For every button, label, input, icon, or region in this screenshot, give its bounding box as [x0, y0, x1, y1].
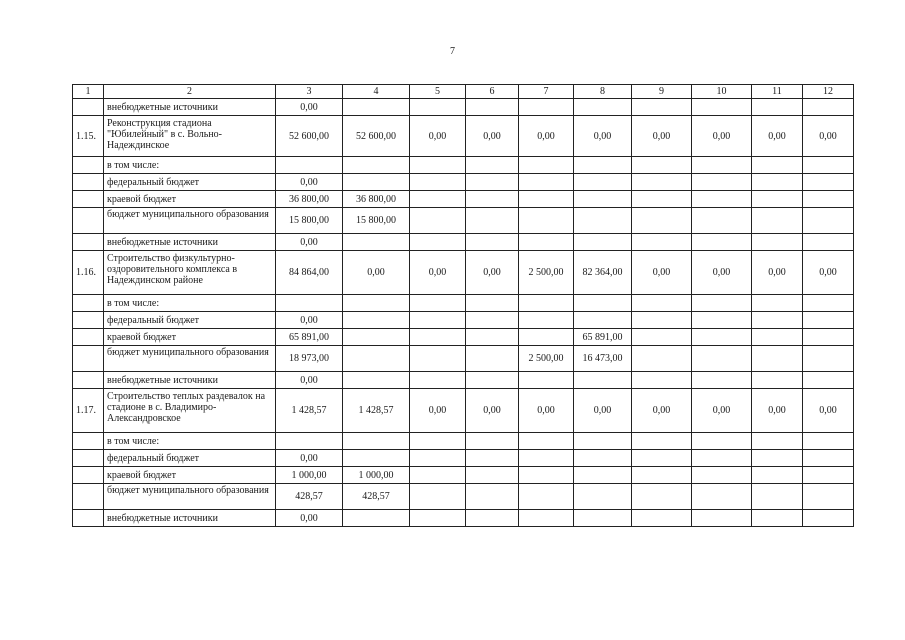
- item-name-cell: бюджет муниципального образования: [104, 484, 276, 510]
- table-row: [73, 346, 854, 372]
- value-cell-col-12: [803, 208, 854, 234]
- column-header-1: 1: [73, 85, 104, 99]
- value-cell-col-11: 0,00: [752, 389, 803, 433]
- item-name-cell: федеральный бюджет: [104, 312, 276, 329]
- value-cell-col-10: [692, 372, 752, 389]
- value-cell-col-6: [466, 312, 519, 329]
- value-cell-col-12: [803, 329, 854, 346]
- value-cell-col-3: 0,00: [276, 99, 343, 116]
- value-cell-col-9: [632, 174, 692, 191]
- value-cell-col-10: 0,00: [692, 251, 752, 295]
- value-cell-col-4: [343, 450, 410, 467]
- value-cell-col-10: [692, 484, 752, 510]
- value-cell-col-7: [519, 99, 574, 116]
- item-number-cell: 1.17.: [73, 389, 104, 433]
- value-cell-col-11: [752, 372, 803, 389]
- item-number-cell: 1.16.: [73, 251, 104, 295]
- value-cell-col-8: [574, 234, 632, 251]
- value-cell-col-7: [519, 208, 574, 234]
- value-cell-col-5: [410, 467, 466, 484]
- item-name-cell: федеральный бюджет: [104, 174, 276, 191]
- table-row: [73, 510, 854, 527]
- value-cell-col-4: [343, 372, 410, 389]
- item-number-cell: [73, 295, 104, 312]
- value-cell-col-10: 0,00: [692, 389, 752, 433]
- value-cell-col-10: [692, 208, 752, 234]
- value-cell-col-10: [692, 99, 752, 116]
- value-cell-col-12: [803, 467, 854, 484]
- table-body: [73, 85, 854, 527]
- item-number-cell: [73, 433, 104, 450]
- value-cell-col-12: [803, 450, 854, 467]
- value-cell-col-5: [410, 174, 466, 191]
- value-cell-col-12: 0,00: [803, 116, 854, 157]
- value-cell-col-7: [519, 329, 574, 346]
- value-cell-col-5: [410, 295, 466, 312]
- value-cell-col-7: [519, 433, 574, 450]
- value-cell-col-8: [574, 372, 632, 389]
- value-cell-col-11: [752, 295, 803, 312]
- table-row: [73, 157, 854, 174]
- value-cell-col-7: [519, 450, 574, 467]
- item-name-cell: Строительство теплых раздевалок на стадионе в с. Владимиро-Александровское: [104, 389, 276, 433]
- value-cell-col-9: [632, 295, 692, 312]
- column-header-4: 4: [343, 85, 410, 99]
- column-header-12: 12: [803, 85, 854, 99]
- value-cell-col-9: [632, 329, 692, 346]
- table-row: [73, 389, 854, 433]
- value-cell-col-6: [466, 208, 519, 234]
- value-cell-col-4: [343, 234, 410, 251]
- value-cell-col-5: [410, 346, 466, 372]
- value-cell-col-3: 52 600,00: [276, 116, 343, 157]
- value-cell-col-9: [632, 484, 692, 510]
- column-header-2: 2: [104, 85, 276, 99]
- value-cell-col-3: 0,00: [276, 372, 343, 389]
- item-number-cell: [73, 208, 104, 234]
- value-cell-col-5: [410, 372, 466, 389]
- value-cell-col-7: 0,00: [519, 389, 574, 433]
- item-name-cell: в том числе:: [104, 295, 276, 312]
- value-cell-col-5: [410, 191, 466, 208]
- value-cell-col-12: [803, 346, 854, 372]
- value-cell-col-4: 36 800,00: [343, 191, 410, 208]
- value-cell-col-11: [752, 234, 803, 251]
- value-cell-col-8: 16 473,00: [574, 346, 632, 372]
- value-cell-col-11: [752, 433, 803, 450]
- value-cell-col-10: [692, 191, 752, 208]
- value-cell-col-4: [343, 174, 410, 191]
- item-number-cell: [73, 312, 104, 329]
- item-number-cell: [73, 510, 104, 527]
- value-cell-col-6: [466, 467, 519, 484]
- value-cell-col-6: [466, 484, 519, 510]
- value-cell-col-6: [466, 450, 519, 467]
- value-cell-col-11: 0,00: [752, 116, 803, 157]
- value-cell-col-11: [752, 312, 803, 329]
- value-cell-col-7: [519, 467, 574, 484]
- value-cell-col-6: [466, 346, 519, 372]
- item-name-cell: бюджет муниципального образования: [104, 346, 276, 372]
- value-cell-col-11: [752, 157, 803, 174]
- value-cell-col-9: [632, 208, 692, 234]
- item-name-cell: Строительство физкультурно-оздоровительного комплекса в Надеждинском районе: [104, 251, 276, 295]
- value-cell-col-12: [803, 174, 854, 191]
- value-cell-col-10: [692, 234, 752, 251]
- value-cell-col-4: [343, 329, 410, 346]
- page-number: 7: [450, 46, 455, 57]
- value-cell-col-10: [692, 157, 752, 174]
- item-name-cell: Реконструкция стадиона "Юбилейный" в с. Вольно-Надеждинское: [104, 116, 276, 157]
- item-number-cell: [73, 191, 104, 208]
- value-cell-col-12: [803, 372, 854, 389]
- value-cell-col-4: 1 000,00: [343, 467, 410, 484]
- value-cell-col-4: 52 600,00: [343, 116, 410, 157]
- table-row: [73, 191, 854, 208]
- item-number-cell: [73, 99, 104, 116]
- item-name-cell: внебюджетные источники: [104, 99, 276, 116]
- value-cell-col-8: [574, 484, 632, 510]
- item-number-cell: [73, 484, 104, 510]
- value-cell-col-10: [692, 174, 752, 191]
- value-cell-col-6: [466, 329, 519, 346]
- value-cell-col-12: [803, 234, 854, 251]
- item-number-cell: [73, 157, 104, 174]
- table-row: [73, 208, 854, 234]
- item-number-cell: [73, 234, 104, 251]
- value-cell-col-6: 0,00: [466, 251, 519, 295]
- value-cell-col-4: 15 800,00: [343, 208, 410, 234]
- value-cell-col-11: [752, 346, 803, 372]
- value-cell-col-7: [519, 295, 574, 312]
- item-name-cell: федеральный бюджет: [104, 450, 276, 467]
- value-cell-col-9: [632, 346, 692, 372]
- value-cell-col-5: [410, 484, 466, 510]
- value-cell-col-9: 0,00: [632, 251, 692, 295]
- value-cell-col-5: [410, 433, 466, 450]
- column-header-3: 3: [276, 85, 343, 99]
- value-cell-col-11: [752, 99, 803, 116]
- value-cell-col-9: [632, 191, 692, 208]
- value-cell-col-3: 1 428,57: [276, 389, 343, 433]
- value-cell-col-8: [574, 157, 632, 174]
- value-cell-col-7: [519, 157, 574, 174]
- table-row: [73, 433, 854, 450]
- value-cell-col-3: 18 973,00: [276, 346, 343, 372]
- item-name-cell: внебюджетные источники: [104, 372, 276, 389]
- table-row: [73, 484, 854, 510]
- value-cell-col-4: [343, 312, 410, 329]
- item-number-cell: [73, 372, 104, 389]
- value-cell-col-11: [752, 329, 803, 346]
- value-cell-col-5: [410, 234, 466, 251]
- value-cell-col-3: [276, 295, 343, 312]
- value-cell-col-5: [410, 157, 466, 174]
- item-name-cell: внебюджетные источники: [104, 510, 276, 527]
- value-cell-col-11: [752, 467, 803, 484]
- value-cell-col-4: [343, 510, 410, 527]
- value-cell-col-12: [803, 157, 854, 174]
- value-cell-col-8: [574, 208, 632, 234]
- item-number-cell: [73, 450, 104, 467]
- value-cell-col-4: [343, 99, 410, 116]
- value-cell-col-8: [574, 174, 632, 191]
- value-cell-col-8: [574, 99, 632, 116]
- table-row: [73, 116, 854, 157]
- value-cell-col-12: [803, 312, 854, 329]
- value-cell-col-6: [466, 99, 519, 116]
- value-cell-col-3: 0,00: [276, 450, 343, 467]
- value-cell-col-5: [410, 510, 466, 527]
- column-header-7: 7: [519, 85, 574, 99]
- value-cell-col-5: [410, 208, 466, 234]
- value-cell-col-9: 0,00: [632, 116, 692, 157]
- table-row: [73, 251, 854, 295]
- value-cell-col-11: 0,00: [752, 251, 803, 295]
- value-cell-col-8: [574, 191, 632, 208]
- value-cell-col-8: [574, 433, 632, 450]
- value-cell-col-3: 0,00: [276, 174, 343, 191]
- value-cell-col-3: [276, 157, 343, 174]
- table-row: [73, 372, 854, 389]
- item-number-cell: [73, 174, 104, 191]
- column-header-8: 8: [574, 85, 632, 99]
- column-header-11: 11: [752, 85, 803, 99]
- value-cell-col-12: 0,00: [803, 251, 854, 295]
- value-cell-col-3: 1 000,00: [276, 467, 343, 484]
- value-cell-col-6: [466, 191, 519, 208]
- value-cell-col-12: 0,00: [803, 389, 854, 433]
- value-cell-col-3: [276, 433, 343, 450]
- value-cell-col-3: 15 800,00: [276, 208, 343, 234]
- table-row: [73, 450, 854, 467]
- table-header-row: [73, 85, 854, 99]
- value-cell-col-9: [632, 372, 692, 389]
- value-cell-col-6: [466, 157, 519, 174]
- value-cell-col-11: [752, 191, 803, 208]
- value-cell-col-8: [574, 510, 632, 527]
- value-cell-col-3: 0,00: [276, 312, 343, 329]
- item-number-cell: 1.15.: [73, 116, 104, 157]
- value-cell-col-6: [466, 174, 519, 191]
- item-number-cell: [73, 346, 104, 372]
- value-cell-col-4: 0,00: [343, 251, 410, 295]
- value-cell-col-7: [519, 510, 574, 527]
- value-cell-col-3: 84 864,00: [276, 251, 343, 295]
- value-cell-col-6: [466, 510, 519, 527]
- value-cell-col-5: [410, 450, 466, 467]
- value-cell-col-12: [803, 99, 854, 116]
- value-cell-col-6: [466, 433, 519, 450]
- value-cell-col-9: [632, 467, 692, 484]
- value-cell-col-11: [752, 484, 803, 510]
- item-name-cell: в том числе:: [104, 157, 276, 174]
- value-cell-col-5: 0,00: [410, 251, 466, 295]
- item-name-cell: краевой бюджет: [104, 329, 276, 346]
- value-cell-col-3: 0,00: [276, 234, 343, 251]
- value-cell-col-10: [692, 467, 752, 484]
- item-name-cell: краевой бюджет: [104, 191, 276, 208]
- value-cell-col-7: 0,00: [519, 116, 574, 157]
- value-cell-col-7: 2 500,00: [519, 346, 574, 372]
- value-cell-col-9: [632, 433, 692, 450]
- column-header-9: 9: [632, 85, 692, 99]
- value-cell-col-6: 0,00: [466, 389, 519, 433]
- item-number-cell: [73, 467, 104, 484]
- value-cell-col-9: [632, 450, 692, 467]
- value-cell-col-4: 428,57: [343, 484, 410, 510]
- value-cell-col-12: [803, 510, 854, 527]
- value-cell-col-8: 0,00: [574, 389, 632, 433]
- value-cell-col-6: 0,00: [466, 116, 519, 157]
- value-cell-col-10: [692, 510, 752, 527]
- value-cell-col-6: [466, 234, 519, 251]
- table-row: [73, 329, 854, 346]
- value-cell-col-7: [519, 484, 574, 510]
- value-cell-col-9: [632, 510, 692, 527]
- value-cell-col-10: [692, 312, 752, 329]
- column-header-6: 6: [466, 85, 519, 99]
- value-cell-col-3: 36 800,00: [276, 191, 343, 208]
- value-cell-col-9: [632, 157, 692, 174]
- table-row: [73, 99, 854, 116]
- value-cell-col-12: [803, 295, 854, 312]
- column-header-10: 10: [692, 85, 752, 99]
- value-cell-col-5: [410, 329, 466, 346]
- table-row: [73, 312, 854, 329]
- value-cell-col-8: 0,00: [574, 116, 632, 157]
- value-cell-col-4: [343, 295, 410, 312]
- value-cell-col-7: [519, 312, 574, 329]
- value-cell-col-3: 65 891,00: [276, 329, 343, 346]
- value-cell-col-9: [632, 234, 692, 251]
- value-cell-col-8: [574, 312, 632, 329]
- value-cell-col-9: [632, 312, 692, 329]
- value-cell-col-6: [466, 372, 519, 389]
- value-cell-col-4: 1 428,57: [343, 389, 410, 433]
- item-name-cell: бюджет муниципального образования: [104, 208, 276, 234]
- value-cell-col-3: 428,57: [276, 484, 343, 510]
- value-cell-col-7: [519, 191, 574, 208]
- value-cell-col-5: [410, 312, 466, 329]
- item-name-cell: внебюджетные источники: [104, 234, 276, 251]
- value-cell-col-10: [692, 329, 752, 346]
- value-cell-col-8: 82 364,00: [574, 251, 632, 295]
- value-cell-col-5: 0,00: [410, 116, 466, 157]
- value-cell-col-8: [574, 467, 632, 484]
- value-cell-col-5: [410, 99, 466, 116]
- value-cell-col-7: [519, 372, 574, 389]
- value-cell-col-10: [692, 346, 752, 372]
- value-cell-col-9: 0,00: [632, 389, 692, 433]
- value-cell-col-11: [752, 510, 803, 527]
- value-cell-col-7: [519, 174, 574, 191]
- item-number-cell: [73, 329, 104, 346]
- value-cell-col-4: [343, 346, 410, 372]
- table-row: [73, 467, 854, 484]
- value-cell-col-10: [692, 450, 752, 467]
- value-cell-col-4: [343, 157, 410, 174]
- value-cell-col-10: [692, 295, 752, 312]
- value-cell-col-12: [803, 433, 854, 450]
- value-cell-col-11: [752, 450, 803, 467]
- table-row: [73, 295, 854, 312]
- item-name-cell: в том числе:: [104, 433, 276, 450]
- table-row: [73, 234, 854, 251]
- table-row: [73, 174, 854, 191]
- value-cell-col-8: 65 891,00: [574, 329, 632, 346]
- value-cell-col-7: [519, 234, 574, 251]
- value-cell-col-10: [692, 433, 752, 450]
- value-cell-col-9: [632, 99, 692, 116]
- value-cell-col-11: [752, 208, 803, 234]
- value-cell-col-5: 0,00: [410, 389, 466, 433]
- value-cell-col-7: 2 500,00: [519, 251, 574, 295]
- budget-table: [72, 84, 854, 527]
- value-cell-col-11: [752, 174, 803, 191]
- item-name-cell: краевой бюджет: [104, 467, 276, 484]
- value-cell-col-4: [343, 433, 410, 450]
- value-cell-col-6: [466, 295, 519, 312]
- value-cell-col-12: [803, 484, 854, 510]
- column-header-5: 5: [410, 85, 466, 99]
- value-cell-col-12: [803, 191, 854, 208]
- value-cell-col-10: 0,00: [692, 116, 752, 157]
- value-cell-col-8: [574, 295, 632, 312]
- value-cell-col-3: 0,00: [276, 510, 343, 527]
- value-cell-col-8: [574, 450, 632, 467]
